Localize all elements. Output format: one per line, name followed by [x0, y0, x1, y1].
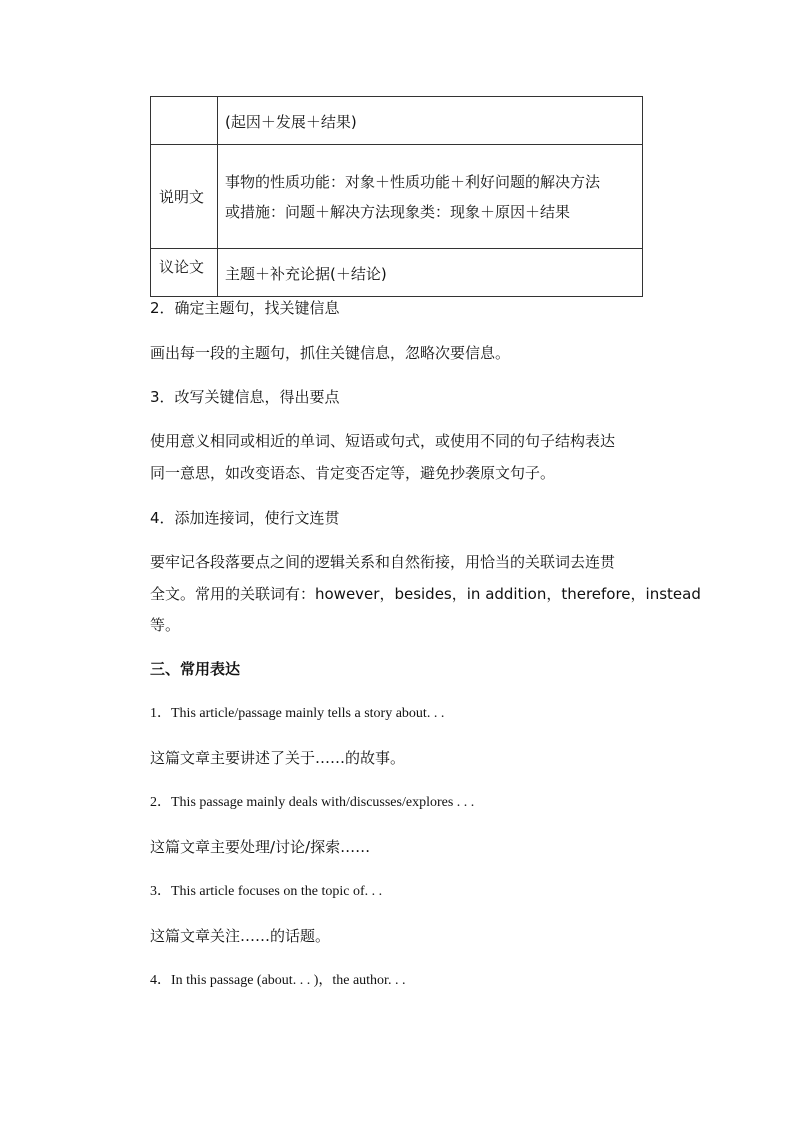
step4-text-line2: 全文。常用的关联词有：however，besides，in addition，therefore，instead — [150, 585, 701, 603]
step3-title: 3．改写关键信息，得出要点 — [150, 388, 340, 406]
expression-2-en: 2．This passage mainly deals with/discusses/explores . . . — [150, 795, 475, 810]
table-cell-type — [151, 97, 218, 145]
step2-text: 画出每一段的主题句，抓住关键信息，忽略次要信息。 — [150, 344, 511, 362]
table-cell-type: 议论文 — [151, 249, 218, 297]
step2-title: 2．确定主题句，找关键信息 — [150, 299, 340, 317]
table-cell-content — [218, 97, 643, 145]
step4-text-line1: 要牢记各段落要点之间的逻辑关系和自然衔接，用恰当的关联词去连贯 — [150, 553, 616, 571]
expression-4-en: 4．In this passage (about. . . )，the author. . . — [150, 973, 406, 988]
section3-heading: 三、常用表达 — [150, 660, 241, 678]
expression-1-en: 1．This article/passage mainly tells a story about. . . — [150, 706, 445, 721]
table-row — [151, 97, 643, 145]
step4-text-line3: 等。 — [150, 616, 181, 634]
step3-text-line1: 使用意义相同或相近的单词、短语或句式，或使用不同的句子结构表达 — [150, 432, 616, 450]
cell-line: (起因＋发展＋结果) — [225, 113, 357, 131]
table-cell-content — [218, 249, 643, 297]
step3-text-line2: 同一意思，如改变语态、肯定变否定等，避免抄袭原文句子。 — [150, 464, 556, 482]
step4-title: 4．添加连接词，使行文连贯 — [150, 509, 340, 527]
table-cell-type: 说明文 — [151, 145, 218, 249]
cell-line: 事物的性质功能：对象＋性质功能＋利好问题的解决方法 — [225, 172, 601, 191]
expression-3-zh: 这篇文章关注……的话题。 — [150, 927, 331, 945]
table-row — [151, 145, 643, 249]
expression-2-zh: 这篇文章主要处理/讨论/探索…… — [150, 838, 371, 856]
cell-line: 主题＋补充论据(＋结论) — [225, 265, 387, 283]
table-cell-content — [218, 145, 643, 249]
cell-line: 或措施：问题＋解决方法现象类：现象＋原因＋结果 — [225, 202, 571, 221]
table-row — [151, 249, 643, 297]
text-type-table — [150, 96, 643, 297]
expression-1-zh: 这篇文章主要讲述了关于……的故事。 — [150, 749, 406, 767]
expression-3-en: 3．This article focuses on the topic of. . . — [150, 884, 383, 899]
